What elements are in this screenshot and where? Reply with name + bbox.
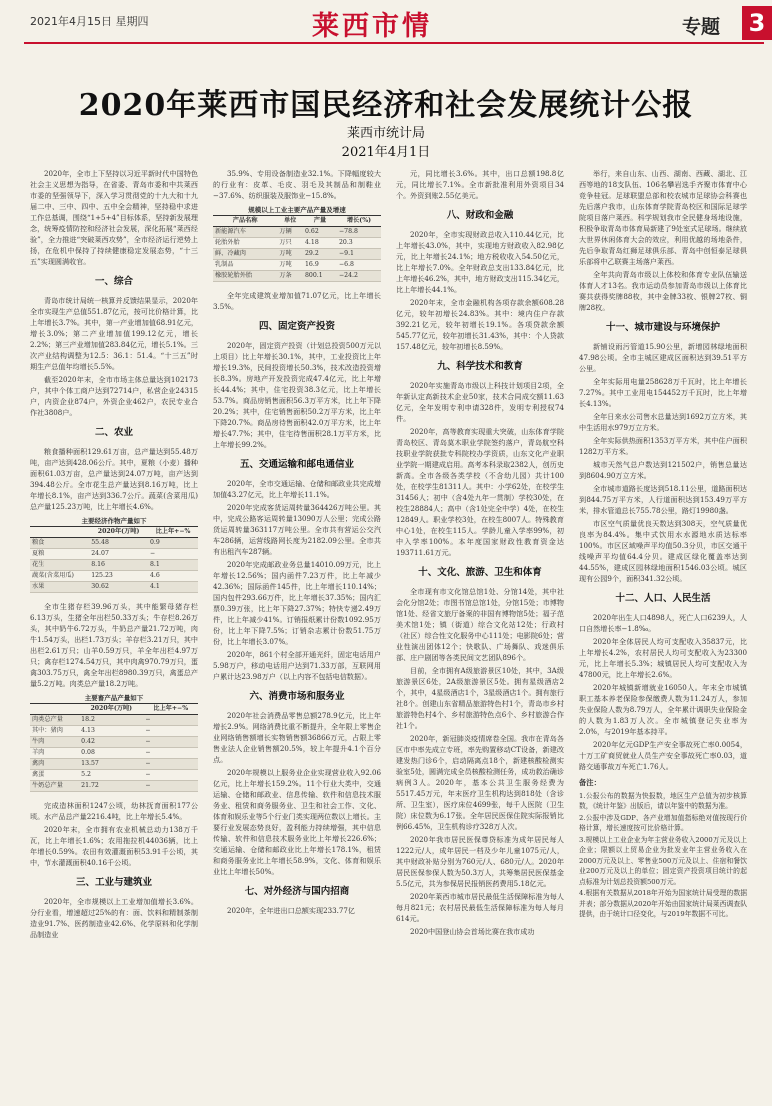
table-cell: 万只: [277, 238, 303, 249]
paragraph: 2020年末，全市拥有农业机械总动力138万千瓦，比上年增长1.6%；农用拖拉机44036辆，比上年增长0.59%。农田有效灌溉面积53.91千公顷，其中，节水灌溉面积40.16千公顷。: [30, 825, 198, 867]
paragraph: 2020年出生人口4898人，死亡人口6239人，人口自然增长率−1.8‰。: [579, 613, 747, 633]
table-cell: 18.2: [79, 715, 143, 726]
table-header: [30, 704, 79, 715]
table-row: [213, 238, 381, 249]
article-date: 2021年4月1日: [341, 145, 431, 160]
paragraph: 2020年亿元GDP生产安全事故死亡率0.0054，十万工矿商贸就业人员生产安全事故死亡率0.03，道路交通事故万车死亡1.76人。: [579, 740, 747, 771]
crop-output-table: [30, 516, 198, 593]
page-number: 3: [742, 6, 772, 40]
table-cell: 0.08: [79, 748, 143, 759]
header-divider: [24, 42, 764, 44]
column-4: [579, 168, 747, 921]
paragraph: 目前，全市拥有A级旅游景区10处，其中，3A级旅游景区6处，2A级旅游景区5处。拥有星级酒店2个，其中，4星级酒店1个，3星级酒店1个。拥有旅行社8个。创建山东省精品旅游特色村1个，青岛市乡村旅游特色村4个、乡村旅游特色点6个、乡村旅游合作社1个。: [396, 666, 564, 730]
table-cell: −: [143, 715, 198, 726]
section-heading: 六、消费市场和服务业: [249, 691, 345, 702]
table-cell: 20.3: [337, 238, 381, 249]
table-row: [30, 781, 198, 792]
table-cell: 0.42: [79, 737, 143, 748]
table-header: 2020年(万吨): [79, 704, 143, 715]
table-row: [213, 271, 381, 282]
paragraph: 2020年莱西市城市居民最低生活保障标准为每人每月821元；农村居民最低生活保障标准为每人每月614元。: [396, 892, 564, 923]
paragraph: 举行，来自山东、山西、湖南、西藏、湖北、江西等地的18支队伍、106名攀岩选手齐聚市体育中心竞争桂冠。足球联盟总部和校农城市足球协会科赛也先后落户我市，山东体育学院青岛校区和国际足球学院项目落户莱西。科学规划我市全民健身场地设施，积极争取青岛市体育局新建了9处室式足球场。继续放大世界休闲体育大会的效应，利用优越的场地条件，先后争取青岛红狮足球俱乐部、青岛中创恒泰足球俱乐部将中乙联赛主场落户莱西。: [579, 169, 747, 266]
paragraph: 2020年规模以上服务业企业实现营业收入92.06亿元，比上年增长159.2%。11个行业大类中，交通运输、仓储和邮政业、信息传输、软件和信息技术服务业、租赁和商务服务业、卫生和社会工作、文化、体育和娱乐业等5个行业门类实现两位数以上增长。主要行业发展态势良好，盈利能力持续增强，其中信息传输、软件和信息技术服务业比上年增长226.6%；交通运输、仓储和邮政业比上年增长178.1%，租赁和商务服务业比上年增长58.9%，文化、体育和娱乐业比上年增长50%。: [213, 768, 381, 876]
column-1: [30, 168, 198, 942]
table-cell: 牛肉: [30, 737, 79, 748]
table-cell: 30.62: [89, 582, 148, 593]
section-heading: 九、科学技术和教育: [437, 361, 523, 372]
industrial-products-table: [213, 205, 381, 282]
issue-date: 2021年4月15日 星期四: [30, 15, 149, 28]
footnote: 4.根据有关数据从2018年开始为国家统计局受理的数据并表；部分数据从2020年开始由国家统计局莱西调查队提供，由于统计口径变化，与2019年数据不可比。: [579, 889, 747, 918]
paragraph: 全市现有市文化馆总馆1处、分馆14处，其中社会化分馆2处；市图书馆总馆1处，分馆15处；市博物馆1处、经省文旅厅备案的非国有博物馆5处；福子范美术馆1处；镇（街道）综合文化站12处；行政村（社区）综合性文化服务中心111处；电影院6处；营业性演出团体12个；快歌队、广场舞队、戏迷俱乐部、庄户剧团等各类民间文艺团队896个。: [396, 587, 564, 662]
paragraph: 青岛市统计局统一核算并反馈结果显示，2020年全市实现生产总值551.87亿元，按可比价格计算，比上年增长3.7%。其中，第一产业增加值68.91亿元，增长3.0%；第二产业增加值199.12亿元，增长2.2%；第三产业增加值283.84亿元，增长5.1%。三次产业结构调整为12.5：36.1：51.4。“十三五”时期生产总值年均增长5.5%。: [30, 296, 198, 371]
footnote: 3.规模以上工业企业为年主营业务收入2000万元及以上企业；限额以上贸易企业为批发业年主营业务收入在2000万元及以上、零售业500万元及以上、住宿和餐饮业200万元及以上的单位；固定资产投资项目统计的起点标准为计划总投资额500万元。: [579, 835, 747, 886]
article-title: 2020年莱西市国民经济和社会发展统计公报: [78, 88, 694, 123]
table-cell: −: [143, 748, 198, 759]
paragraph: 2020年我市居民医保尊贷标准为成年居民每人1222元/人，成年居民一档及少年儿童1075元/人，其中财政补贴分别为760元/人、680元/人。2020年居民医保参保人数为50.3万人，共筹集居民医保基金5.5亿元，共为参保居民报销医药费用5.18亿元。: [396, 835, 564, 888]
paragraph: 新铺设雨污管道15.90公里，新增园林绿地面积47.98公顷。全市主城区建成区面积达到39.51平方公里。: [579, 342, 747, 373]
table-cell: 55.48: [89, 538, 148, 549]
table-cell: 万条: [277, 271, 303, 282]
table-cell: 蔬菜(含菜用瓜): [30, 571, 89, 582]
table-cell: 21.72: [79, 781, 143, 792]
column-2: [213, 168, 381, 918]
table-cell: 4.13: [79, 726, 143, 737]
table-cell: 禽肉: [30, 759, 79, 770]
table-cell: −: [143, 737, 198, 748]
paragraph: 2020年全体居民人均可支配收入35837元，比上年增长4.2%，农村居民人均可支配收入为23300元，比上年增长5.3%；城镇居民人均可支配收入为47800元，比上年增长2.6%。: [579, 637, 747, 679]
table-cell: 鲜、冷藏肉: [213, 249, 277, 260]
table-cell: 牛奶总产量: [30, 781, 79, 792]
table-cell: 8.16: [89, 560, 148, 571]
table-row: [30, 549, 198, 560]
paragraph: 2020中国登山协会首场比赛在我市成功: [410, 927, 535, 936]
table-cell: 其中：猪肉: [30, 726, 79, 737]
column-3: [396, 168, 564, 939]
table-cell: −: [143, 726, 198, 737]
paragraph: 城市天然气总户数达到121502户，销售总量达到8604.90万立方米。: [579, 460, 747, 480]
table-cell: 0.62: [303, 227, 337, 238]
paragraph: 完成造林面积1247公顷，幼林抚育面积177公顷。水产品总产量2216.4吨，比上年增长5.4%。: [30, 801, 198, 821]
table-row: [30, 538, 198, 549]
paragraph: 2020年，全市规模以上工业增加值增长3.6%。分行业看，增速超过25%的有：面、饮料和精制茶制造业91.7%、医药制造业42.6%、化学原料和化学制品制造业: [30, 897, 198, 939]
table-cell: 13.57: [79, 759, 143, 770]
table-row: [213, 249, 381, 260]
table-cell: 羊肉: [30, 748, 79, 759]
paragraph: 全年完成建筑业增加值71.07亿元，比上年增长3.5%。: [213, 291, 381, 311]
table-cell: 125.23: [89, 571, 148, 582]
paragraph: 全年实际供热面积1353万平方米，其中住户面积1282万平方米。: [579, 436, 747, 456]
table-cell: 0.9: [148, 538, 198, 549]
section-heading: 一、综合: [94, 276, 133, 287]
table-cell: 粮食: [30, 538, 89, 549]
table-cell: 万辆: [277, 227, 303, 238]
page-header: [0, 0, 772, 50]
table-header: 单位: [277, 216, 303, 227]
table-header: [30, 527, 89, 538]
paragraph: 2020年完成客货运周转量364426万吨公里。其中，完成公路客运周转量13090万人公里；完成公路货运周转量363117万吨公里。全市共有营运公交汽车286辆，运营线路网长度为2182.09公里。全市共有出租汽车287辆。: [213, 503, 381, 556]
table-row: [30, 715, 198, 726]
paragraph: 元，同比增长3.6%。其中，出口总额198.8亿元，同比增长7.1%。全市新批准利用外资项目34个。外资到账2.55亿美元。: [396, 169, 564, 200]
section-heading: 四、固定资产投资: [258, 321, 335, 332]
footnotes: [579, 778, 747, 920]
article-author: 莱西市统计局: [346, 126, 425, 141]
table-cell: 29.2: [303, 249, 337, 260]
paragraph: 35.9%、专用设备制造业32.1%。下降幅度较大的行业有：皮革、毛皮、羽毛及其制品和制鞋业−37.6%、纺织服装及服饰业−15.8%。: [213, 169, 381, 200]
table-cell: −9.1: [337, 249, 381, 260]
table-caption: 规模以上工业主要产品产量及增速: [248, 206, 346, 214]
livestock-output-table: [30, 693, 198, 792]
table-row: [30, 726, 198, 737]
paragraph: 2020年，高等教育实现重大突破，山东体育学院青岛校区、青岛莫木职业学院签约落户，青岛航空科技职业学院获批专科院校办学资质，山东文化产业职业学院一期建成启用。高考本科录取2382人，创历史新高。全市各级各类学校（不含幼儿园）共计100处，在校学生81311人。其中：小学62处，在校学生31456人；初中（含4处九年一贯制）学校30处，在校生28884人；高中（含1处完全中学）4处，在校生12849人。职业学校3处，在校生8007人。特殊教育中心1处，在校生115人。学龄儿童入学率99%，初中入学率100%。本年度国家财政性教育资金达193711.61万元。: [396, 427, 564, 557]
table-caption: 主要经济作物产量如下: [81, 517, 147, 525]
table-cell: 乳制品: [213, 260, 277, 271]
footnote: 1.公报公布的数据为快报数，地区生产总值为初步核算数，《统计年鉴》出版后，请以年鉴中的数据为准。: [579, 791, 747, 810]
table-cell: 新能源汽车: [213, 227, 277, 238]
paragraph: 全年实际用电量258628万千瓦时，比上年增长7.27%。其中工业用电154452万千瓦时，比上年增长4.13%。: [579, 377, 747, 408]
paragraph: 2020年社会消费品零售总额278.9亿元，比上年增长2.9%。网络消费比重不断提升，全年限上零售企业网络销售额增长实物销售额36866万元，占限上零售业法人企业销售额20.5%，较上年提升4.1个百分点。: [213, 711, 381, 764]
table-row: [213, 227, 381, 238]
table-header: 2020年(万吨): [89, 527, 148, 538]
table-cell: 万吨: [277, 249, 303, 260]
paragraph: 2020年城镇新增就业16050人。年末全市城镇职工基本养老保险参保缴费人数为11.24万人，参加失业保险人数为8.79万人，全年累计调职失业保险金的人数为1.83万人次。全市城镇登记失业率为2.0%，与2019年基本持平。: [579, 683, 747, 736]
table-cell: −: [143, 781, 198, 792]
table-row: [30, 571, 198, 582]
section-label: 专题: [682, 16, 721, 38]
table-cell: −6.8: [337, 260, 381, 271]
section-heading: 十二、人口、人民生活: [615, 593, 711, 604]
table-header: 比上年+−%: [143, 704, 198, 715]
section-heading: 八、财政和金融: [446, 210, 514, 221]
paragraph: 全年日来水公司售水总量达到1692万立方米，其中生活用水979万立方米。: [579, 412, 747, 432]
table-cell: 4.1: [148, 582, 198, 593]
table-cell: 5.2: [79, 770, 143, 781]
paragraph: 2020年，全市实现财政总收入110.44亿元，比上年增长43.0%，其中，实现地方财政收入82.98亿元，比上年增长24.1%；地方税收收入54.50亿元，比上年增长7.0%。全年财政总支出133.84亿元，比上年增长46.2%，其中，地方财政支出115.34亿元，比上年增长44.1%。: [396, 230, 564, 294]
newspaper-masthead: 莱西市情: [312, 11, 432, 42]
section-heading: 七、对外经济与国内招商: [244, 886, 350, 897]
table-caption: 主要畜产品产量如下: [84, 694, 144, 702]
table-header: 比上年+−%: [148, 527, 198, 538]
paragraph: 2020年完成邮政业务总量14010.09万元，比上年增长12.56%；国内函件7.23万件，比上年减少42.36%；国际函件145件，比上年增长110.14%；国内包件293.66万件，比上年增长37.35%；国内汇票0.39万张，比上年下降27.37%；特快专递2.49万件，比上年减少41%。订销报纸累计份数1092.95万份，比上年下降7.5%；订销杂志累计份数51.75万份，比上年增长3.07%。: [213, 560, 381, 646]
table-cell: 水果: [30, 582, 89, 593]
table-cell: 16.9: [303, 260, 337, 271]
paragraph: 截至2020年末，全市市场主体总量达到102173户，其中个体工商户达到72714户，私营企业24315户，内资企业874户，外资企业462户，农民专业合作社3808户。: [30, 375, 198, 417]
section-heading: 三、工业与建筑业: [75, 877, 152, 888]
section-heading: 十、文化、旅游、卫生和体育: [418, 567, 542, 578]
footnote: 2.公报中涉及GDP、各产业增加值指标绝对值按现行价格计算，增长速度按可比价格计算。: [579, 813, 747, 832]
paragraph: 粮食播种面积129.61万亩，总产量达到55.48万吨，亩产达到428.06公斤。其中，夏粮（小麦）播种面积61.03万亩，总产量达到24.07万吨，亩产达到394.48公斤。全市花生总产量达到8.16万吨，比上年增长8.1%，亩产达到336.7公斤。蔬菜(含菜用瓜)总产量125.23万吨，比上年增长4.6%。: [30, 447, 198, 511]
table-cell: −78.8: [337, 227, 381, 238]
table-cell: 肉类总产量: [30, 715, 79, 726]
footnotes-title: 备注：: [579, 778, 601, 787]
table-cell: 4.18: [303, 238, 337, 249]
paragraph: 2020年末，全市金融机构各项存款余额608.28亿元，较年初增长24.83%。其中：境内住户存款392.21亿元，较年初增长19.1%。各项贷款余额545.77亿元，较年初增长31.43%，其中：个人贷款157.48亿元，较年初增长8.59%。: [396, 298, 564, 351]
section-heading: 二、农业: [94, 427, 133, 438]
table-cell: −24.2: [337, 271, 381, 282]
table-cell: −: [143, 770, 198, 781]
table-cell: 4.6: [148, 571, 198, 582]
table-row: [30, 748, 198, 759]
table-cell: −: [143, 759, 198, 770]
table-row: [30, 582, 198, 593]
paragraph: 2020年，861个村全部开通光纤，固定电话用户5.98万户，移动电话用户达到71.33万部，互联网用户累计达23.98万户（以上内容不包括电信数据）。: [213, 650, 381, 681]
table-row: [30, 770, 198, 781]
table-row: [213, 260, 381, 271]
paragraph: 2020年实施青岛市级以上科技计划项目2项，全年新认定高新技术企业50家，技术合同成交额11.63亿元，全年发明专利申请328件，发明专利授权74件。: [396, 381, 564, 423]
paragraph: 全市生猪存栏39.96万头，其中能繁母猪存栏6.13万头，生猪全年出栏50.33万头；牛存栏8.26万头，其中奶牛6.72万头，牛奶总产量21.72万吨，肉牛1.54万头，出栏1.73万头；羊存栏3.21万只，其中出栏2.61万只；山羊0.59万只，羊全年出栏4.97万只；禽存栏1274.54万只，其中肉禽970.79万只，蛋禽303.75万只，禽全年出栏8980.39万只，禽蛋总产量5.2万吨。肉类总产量18.2万吨。: [30, 602, 198, 688]
table-row: [30, 560, 198, 571]
table-cell: 花生: [30, 560, 89, 571]
paragraph: 2020年，全市交通运输、仓储和邮政业共完成增加值43.27亿元，比上年增长11.1%。: [213, 479, 381, 499]
table-header: 产量: [303, 216, 337, 227]
table-cell: 800.1: [303, 271, 337, 282]
table-cell: −: [148, 549, 198, 560]
table-cell: 8.1: [148, 560, 198, 571]
table-cell: 24.07: [89, 549, 148, 560]
table-cell: 禽蛋: [30, 770, 79, 781]
section-heading: 五、交通运输和邮电通信业: [239, 459, 354, 470]
section-heading: 十一、城市建设与环境保护: [605, 322, 720, 333]
table-cell: 夏粮: [30, 549, 89, 560]
table-row: [30, 759, 198, 770]
intro-paragraph: 2020年，全市上下坚持以习近平新时代中国特色社会主义思想为指导，在省委、青岛市委和中共莱西市委的坚强领导下，深入学习贯彻党的十九大和十九届二中、三中、四中、五中全会精神，坚持稳中求进工作总基调，围绕“1+5+4”目标体系，坚持新发展理念，统筹疫情防控和经济社会发展，深化拓展“莱西经验”，全力推进“突破莱西攻势”，全市经济运行逆势上扬，在危机中保持了持续健康稳定发展态势，“十三五”实现圆满收官。: [30, 169, 198, 266]
table-cell: 万吨: [277, 260, 303, 271]
paragraph: 全年共向青岛市级以上体校和体育专业队伍输送体育人才13名。我市运动员参加青岛市级以上体育比赛共获得奖牌88枚，其中金牌33枚、银牌27枚、铜牌28枚。: [579, 270, 747, 312]
paragraph: 2020年，固定资产投资（计划总投资500万元以上项目）比上年增长30.1%，其中，工业投资比上年增长19.3%，民间投资增长50.3%，技术改造投资增长8.3%。房地产开发投资完成47.4亿元，比上年增长44.4%；其中，住宅投资38.3亿元，比上年增长53.7%。商品房销售面积56.3万平方米，比上年下降20.2%；其中，住宅销售面积50.2万平方米，比上年下降20.7%。商品房待售面积42.0万平方米，比上年增长47.7%；其中，住宅待售面积28.1万平方米，比上年增长99.2%。: [213, 341, 381, 449]
table-row: [30, 737, 198, 748]
paragraph: 市区空气质量优良天数达到308天，空气质量优良率为84.4%。集中式饮用水水源地水质达标率100%。市区区域噪声平均值50.3分贝，市区交通干线噪声平均值64.4分贝。建成区绿化覆盖率达到44.55%，建成区园林绿地面积1546.03公顷。城区现有公园9个，面积341.32公顷。: [579, 519, 747, 583]
table-header: 增长(%): [337, 216, 381, 227]
table-header: 产品名称: [213, 216, 277, 227]
paragraph: 2020年，全年进出口总额实现233.77亿: [227, 906, 355, 915]
paragraph: 全市城市道路长度达到518.11公里，道路面积达到844.75万平方米，人行道面积达到153.49万平方米，排水管道总长755.78公里，路灯19980盏。: [579, 484, 747, 515]
table-cell: 轮胎外胎: [213, 238, 277, 249]
paragraph: 2020年，新冠肺炎疫情席卷全国。我市在青岛各区市中率先成立专班，率先购置移动CT设备，新建改建发热门诊6个，启动隔离点18个，新建核酸检测实验室5处，圆满完成全员核酸检测任务，成功救治确诊病例3人。2020年，基本公共卫生服务经费为5517.45万元，年末医疗卫生机构达到818处（含诊所、卫生室），医疗床位4699张，每千人医院（卫生院）床位数为6.17张。全年居民医保住院实际报销比例66.45%，卫生机构诊疗328万人次。: [396, 734, 564, 831]
table-cell: 橡胶轮胎外胎: [213, 271, 277, 282]
